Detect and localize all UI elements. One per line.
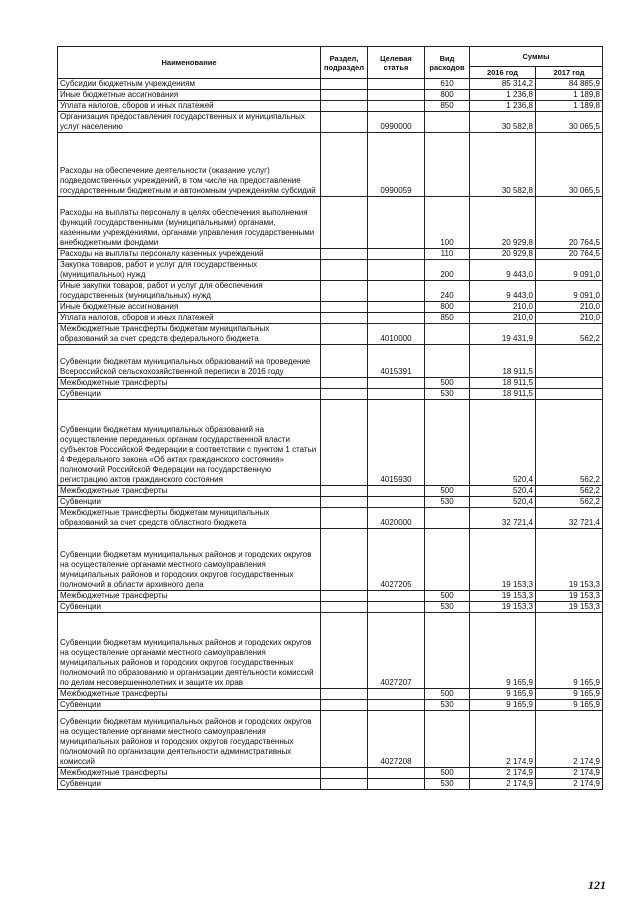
table-row	[58, 324, 603, 345]
table-row	[58, 711, 603, 768]
row-section	[321, 689, 368, 700]
row-sum-2017: 19 153,3	[536, 529, 603, 591]
row-target	[368, 281, 425, 302]
row-name: Субвенции	[58, 497, 321, 508]
row-sum-2017: 9 165,9	[536, 700, 603, 711]
row-target: 0990000	[368, 112, 425, 133]
row-section	[321, 260, 368, 281]
table-row	[58, 197, 603, 249]
row-target	[368, 689, 425, 700]
row-target	[368, 197, 425, 249]
row-sum-2016: 2 174,9	[470, 711, 536, 768]
row-section	[321, 197, 368, 249]
row-name: Организация предоставления государственных и муниципальных услуг населению	[58, 112, 321, 133]
row-target	[368, 389, 425, 400]
row-name: Субвенции бюджетам муниципальных образований на проведение Всероссийской сельскохозяйственной переписи в 2016 году	[58, 345, 321, 378]
row-name: Субвенции бюджетам муниципальных районов и городских округов на осуществление органами местного самоуправления муниципальных районов и городских округов государственных полномочий по образованию и организации деятельности комиссий по делам несовершеннолетних и защите их прав	[58, 613, 321, 689]
row-sum-2017: 84 885,9	[536, 79, 603, 90]
row-section	[321, 497, 368, 508]
row-name: Субвенции	[58, 602, 321, 613]
row-section	[321, 79, 368, 90]
row-type	[425, 133, 470, 197]
row-sum-2017: 562,2	[536, 486, 603, 497]
row-section	[321, 591, 368, 602]
row-sum-2016: 1 236,8	[470, 90, 536, 101]
table-row	[58, 602, 603, 613]
row-sum-2017: 9 091,0	[536, 281, 603, 302]
row-type: 500	[425, 591, 470, 602]
row-type: 800	[425, 90, 470, 101]
row-name: Межбюджетные трансферты	[58, 591, 321, 602]
row-section	[321, 345, 368, 378]
row-sum-2017: 1 189,8	[536, 101, 603, 112]
table-row	[58, 79, 603, 90]
row-sum-2016: 2 174,9	[470, 768, 536, 779]
row-name: Уплата налогов, сборов и иных платежей	[58, 101, 321, 112]
row-name: Субвенции	[58, 779, 321, 790]
header-name: Наименование	[58, 47, 321, 79]
row-sum-2017	[536, 345, 603, 378]
row-sum-2016: 18 911,5	[470, 389, 536, 400]
row-type: 100	[425, 197, 470, 249]
row-type: 500	[425, 378, 470, 389]
row-type: 530	[425, 779, 470, 790]
row-name: Расходы на выплаты персоналу в целях обеспечения выполнения функций государственными (муниципальными) органами, казенными учреждениями, органами управления государственными внебюджетными фондами	[58, 197, 321, 249]
table-row	[58, 133, 603, 197]
row-sum-2017: 19 153,3	[536, 591, 603, 602]
row-sum-2017: 562,2	[536, 497, 603, 508]
row-target	[368, 602, 425, 613]
table-row	[58, 313, 603, 324]
row-section	[321, 529, 368, 591]
row-name: Субвенции	[58, 700, 321, 711]
row-target	[368, 90, 425, 101]
row-sum-2017: 2 174,9	[536, 779, 603, 790]
row-sum-2016: 9 165,9	[470, 613, 536, 689]
row-type: 500	[425, 768, 470, 779]
row-target	[368, 79, 425, 90]
row-sum-2017	[536, 389, 603, 400]
header-year-2016: 2016 год	[470, 67, 536, 79]
row-sum-2016: 85 314,2	[470, 79, 536, 90]
row-target: 4027207	[368, 613, 425, 689]
row-sum-2016: 20 929,8	[470, 249, 536, 260]
table-row	[58, 378, 603, 389]
row-section	[321, 508, 368, 529]
table-row	[58, 613, 603, 689]
row-type: 850	[425, 101, 470, 112]
row-sum-2016: 32 721,4	[470, 508, 536, 529]
row-type: 500	[425, 486, 470, 497]
row-section	[321, 486, 368, 497]
row-target: 4027208	[368, 711, 425, 768]
header-type: Вид расходов	[425, 47, 470, 79]
table-row	[58, 700, 603, 711]
row-name: Субсидии бюджетным учреждениям	[58, 79, 321, 90]
row-section	[321, 90, 368, 101]
row-target	[368, 486, 425, 497]
row-sum-2016: 19 431,9	[470, 324, 536, 345]
table-row	[58, 345, 603, 378]
row-type	[425, 711, 470, 768]
row-sum-2016: 9 443,0	[470, 281, 536, 302]
row-sum-2016: 9 165,9	[470, 689, 536, 700]
row-target	[368, 101, 425, 112]
row-section	[321, 313, 368, 324]
row-type: 240	[425, 281, 470, 302]
row-sum-2016: 19 153,3	[470, 602, 536, 613]
row-section	[321, 324, 368, 345]
row-target	[368, 378, 425, 389]
row-sum-2017: 20 764,5	[536, 197, 603, 249]
row-sum-2016: 210,0	[470, 313, 536, 324]
table-row	[58, 101, 603, 112]
row-sum-2017: 9 165,9	[536, 613, 603, 689]
row-name: Межбюджетные трансферты	[58, 768, 321, 779]
row-type	[425, 508, 470, 529]
row-sum-2016: 30 582,8	[470, 133, 536, 197]
row-target	[368, 260, 425, 281]
row-target: 4020000	[368, 508, 425, 529]
row-target	[368, 249, 425, 260]
row-target: 4015391	[368, 345, 425, 378]
row-name: Межбюджетные трансферты	[58, 486, 321, 497]
row-type	[425, 400, 470, 486]
row-type: 530	[425, 497, 470, 508]
table-row	[58, 508, 603, 529]
row-section	[321, 133, 368, 197]
row-sum-2016: 520,4	[470, 486, 536, 497]
row-name: Межбюджетные трансферты бюджетам муниципальных образований за счет средств областного бюджета	[58, 508, 321, 529]
table-row	[58, 591, 603, 602]
row-sum-2017: 19 153,3	[536, 602, 603, 613]
row-section	[321, 602, 368, 613]
row-target	[368, 700, 425, 711]
row-name: Субвенции бюджетам муниципальных районов и городских округов на осуществление органами местного самоуправления муниципальных районов и городских округов государственных полномочий в области архивного дела	[58, 529, 321, 591]
row-name: Межбюджетные трансферты	[58, 689, 321, 700]
row-target	[368, 313, 425, 324]
header-year-2017: 2017 год	[536, 67, 603, 79]
row-sum-2016: 9 443,0	[470, 260, 536, 281]
row-sum-2016: 30 582,8	[470, 112, 536, 133]
row-sum-2016: 2 174,9	[470, 779, 536, 790]
row-sum-2017: 2 174,9	[536, 711, 603, 768]
table-row	[58, 497, 603, 508]
row-section	[321, 700, 368, 711]
table-row	[58, 689, 603, 700]
row-sum-2017: 210,0	[536, 302, 603, 313]
row-sum-2016: 18 911,5	[470, 378, 536, 389]
header-section: Раздел, подраздел	[321, 47, 368, 79]
row-target	[368, 591, 425, 602]
row-name: Расходы на обеспечение деятельности (оказание услуг) подведомственных учреждений, в том числе на предоставление государственным бюджетным и автономным учреждениям субсидий	[58, 133, 321, 197]
row-sum-2017	[536, 378, 603, 389]
row-sum-2017: 30 065,5	[536, 112, 603, 133]
table-row	[58, 529, 603, 591]
row-target: 4010000	[368, 324, 425, 345]
row-type	[425, 529, 470, 591]
row-name: Субвенции бюджетам муниципальных районов и городских округов на осуществление органами местного самоуправления муниципальных районов и городских округов государственных полномочий по организации деятельности административных комиссий	[58, 711, 321, 768]
row-sum-2017: 210,0	[536, 313, 603, 324]
row-target	[368, 497, 425, 508]
row-target: 4027205	[368, 529, 425, 591]
row-name: Межбюджетные трансферты	[58, 378, 321, 389]
row-section	[321, 613, 368, 689]
row-sum-2017: 20 764,5	[536, 249, 603, 260]
budget-table	[57, 46, 603, 790]
table-row	[58, 400, 603, 486]
row-sum-2017: 9 165,9	[536, 689, 603, 700]
table-row	[58, 90, 603, 101]
table-row	[58, 249, 603, 260]
row-name: Иные закупки товаров, работ и услуг для обеспечения государственных (муниципальных) нужд	[58, 281, 321, 302]
table-row	[58, 302, 603, 313]
table-row	[58, 486, 603, 497]
row-name: Расходы на выплаты персоналу казенных учреждений	[58, 249, 321, 260]
row-sum-2016: 520,4	[470, 400, 536, 486]
row-target	[368, 768, 425, 779]
row-type: 800	[425, 302, 470, 313]
row-type	[425, 613, 470, 689]
row-type: 200	[425, 260, 470, 281]
table-row	[58, 260, 603, 281]
row-type	[425, 324, 470, 345]
row-name: Уплата налогов, сборов и иных платежей	[58, 313, 321, 324]
row-type: 500	[425, 689, 470, 700]
row-section	[321, 400, 368, 486]
row-target	[368, 302, 425, 313]
row-section	[321, 711, 368, 768]
row-section	[321, 779, 368, 790]
row-sum-2016: 18 911,5	[470, 345, 536, 378]
row-sum-2016: 520,4	[470, 497, 536, 508]
row-sum-2017: 9 091,0	[536, 260, 603, 281]
row-sum-2017: 1 189,8	[536, 90, 603, 101]
row-type: 530	[425, 389, 470, 400]
row-name: Субвенции бюджетам муниципальных образований на осуществление переданных органам государственной власти субъектов Российской Федерации в соответствии с пунктом 1 статьи 4 Федерального закона «Об актах гражданского состояния» полномочий Российской Федерации на государственную регистрацию актов гражданского состояния	[58, 400, 321, 486]
row-section	[321, 389, 368, 400]
row-sum-2016: 9 165,9	[470, 700, 536, 711]
table-row	[58, 281, 603, 302]
row-name: Иные бюджетные ассигнования	[58, 90, 321, 101]
row-section	[321, 378, 368, 389]
row-name: Закупка товаров, работ и услуг для государственных (муниципальных) нужд	[58, 260, 321, 281]
row-section	[321, 302, 368, 313]
row-name: Межбюджетные трансферты бюджетам муниципальных образований за счет средств федерального бюджета	[58, 324, 321, 345]
row-section	[321, 768, 368, 779]
row-section	[321, 101, 368, 112]
row-sum-2017: 562,2	[536, 400, 603, 486]
row-sum-2017: 562,2	[536, 324, 603, 345]
header-sums: Суммы	[470, 47, 603, 67]
row-type	[425, 112, 470, 133]
page-number: 121	[588, 878, 606, 892]
row-type: 610	[425, 79, 470, 90]
row-section	[321, 249, 368, 260]
row-sum-2017: 2 174,9	[536, 768, 603, 779]
table-row	[58, 112, 603, 133]
row-type	[425, 345, 470, 378]
row-sum-2016: 20 929,8	[470, 197, 536, 249]
row-name: Иные бюджетные ассигнования	[58, 302, 321, 313]
row-type: 110	[425, 249, 470, 260]
row-sum-2017: 30 065,5	[536, 133, 603, 197]
row-type: 530	[425, 602, 470, 613]
table-row	[58, 768, 603, 779]
row-section	[321, 112, 368, 133]
row-section	[321, 281, 368, 302]
row-sum-2016: 1 236,8	[470, 101, 536, 112]
table-row	[58, 779, 603, 790]
row-target: 0990059	[368, 133, 425, 197]
row-type: 850	[425, 313, 470, 324]
row-name: Субвенции	[58, 389, 321, 400]
table-row	[58, 389, 603, 400]
row-sum-2016: 210,0	[470, 302, 536, 313]
row-sum-2016: 19 153,3	[470, 529, 536, 591]
row-sum-2016: 19 153,3	[470, 591, 536, 602]
row-target: 4015930	[368, 400, 425, 486]
row-type: 530	[425, 700, 470, 711]
row-target	[368, 779, 425, 790]
header-target: Целевая статья	[368, 47, 425, 79]
row-sum-2017: 32 721,4	[536, 508, 603, 529]
